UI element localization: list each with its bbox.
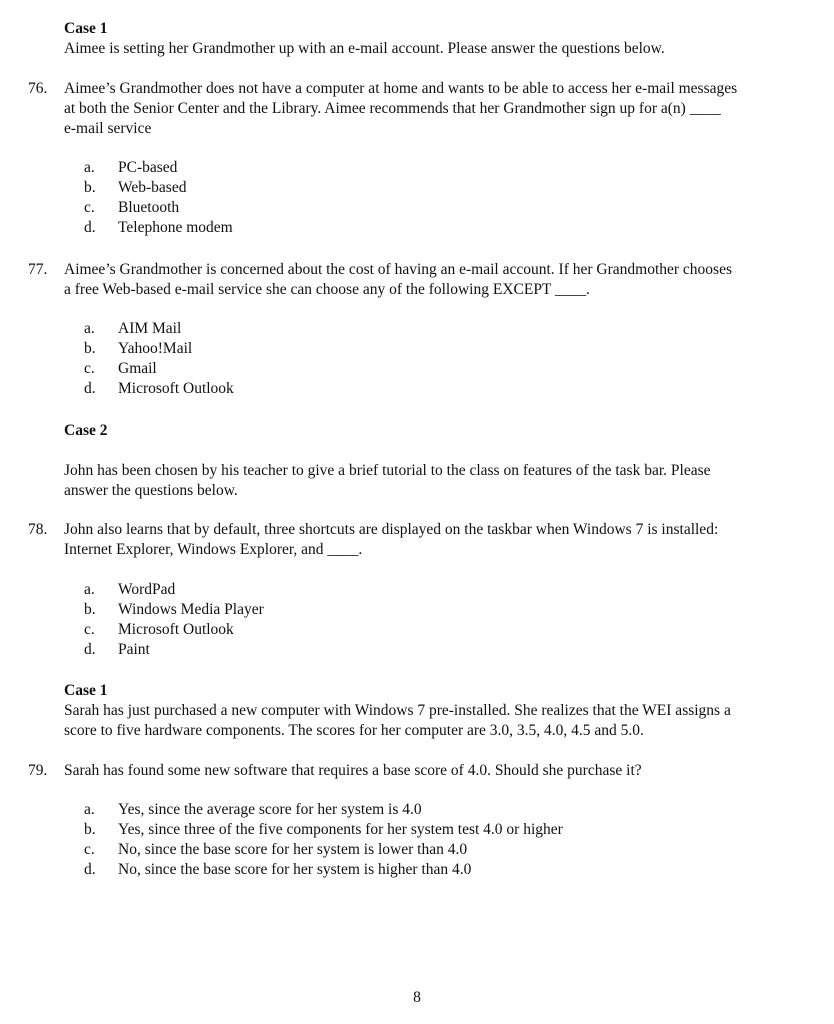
option-c bbox=[84, 359, 784, 379]
case-intro-line: score to five hardware components. The scores for her computer are 3.0, 3.5, 4.0, 4.5 and 5.0. bbox=[64, 722, 644, 739]
option-text: Paint bbox=[118, 641, 150, 658]
option-text: Bluetooth bbox=[118, 199, 180, 216]
option-text: Windows Media Player bbox=[118, 601, 264, 618]
option-text: No, since the base score for her system is higher than 4.0 bbox=[118, 861, 472, 878]
option-c bbox=[84, 840, 784, 860]
question-number: 76. bbox=[28, 80, 48, 97]
question-text bbox=[64, 79, 806, 139]
option-text: Telephone modem bbox=[118, 219, 233, 236]
question-line: e-mail service bbox=[64, 120, 152, 137]
question-79 bbox=[28, 761, 806, 781]
option-text: WordPad bbox=[118, 581, 176, 598]
question-line: Sarah has found some new software that requires a base score of 4.0. Should she purchase it? bbox=[64, 762, 642, 779]
option-letter: d. bbox=[84, 219, 96, 236]
case-intro-line: John has been chosen by his teacher to give a brief tutorial to the class on features of the task bar. Please bbox=[64, 462, 711, 479]
case-2-header bbox=[64, 421, 804, 441]
options-76 bbox=[84, 158, 784, 238]
question-line: John also learns that by default, three shortcuts are displayed on the taskbar when Windows 7 is installed: bbox=[64, 521, 719, 538]
option-text: AIM Mail bbox=[118, 320, 182, 337]
question-text bbox=[64, 260, 806, 300]
option-a bbox=[84, 800, 784, 820]
option-letter: c. bbox=[84, 621, 95, 638]
case-title: Case 2 bbox=[64, 422, 108, 439]
options-79 bbox=[84, 800, 784, 880]
option-letter: c. bbox=[84, 199, 95, 216]
question-number: 79. bbox=[28, 762, 48, 779]
question-line: at both the Senior Center and the Library. Aimee recommends that her Grandmother sign up for a(n) ____ bbox=[64, 100, 721, 117]
case-intro-line: Sarah has just purchased a new computer with Windows 7 pre-installed. She realizes that the WEI assigns a bbox=[64, 702, 731, 719]
case-1-header bbox=[64, 19, 804, 59]
question-number: 77. bbox=[28, 261, 48, 278]
question-line: a free Web-based e-mail service she can choose any of the following EXCEPT ____. bbox=[64, 281, 590, 298]
option-d bbox=[84, 379, 784, 399]
option-letter: a. bbox=[84, 159, 95, 176]
question-text bbox=[64, 520, 806, 560]
option-letter: b. bbox=[84, 821, 96, 838]
option-b bbox=[84, 339, 784, 359]
case-intro: Aimee is setting her Grandmother up with an e-mail account. Please answer the questions below. bbox=[64, 40, 665, 57]
option-d bbox=[84, 860, 784, 880]
question-line: Internet Explorer, Windows Explorer, and ____. bbox=[64, 541, 363, 558]
question-77 bbox=[28, 260, 806, 300]
option-letter: c. bbox=[84, 841, 95, 858]
question-76 bbox=[28, 79, 806, 139]
option-letter: c. bbox=[84, 360, 95, 377]
case-title: Case 1 bbox=[64, 682, 108, 699]
option-text: No, since the base score for her system is lower than 4.0 bbox=[118, 841, 468, 858]
option-text: Gmail bbox=[118, 360, 157, 377]
option-text: Web-based bbox=[118, 179, 187, 196]
question-text bbox=[64, 761, 806, 781]
option-letter: d. bbox=[84, 861, 96, 878]
option-d bbox=[84, 218, 784, 238]
options-78 bbox=[84, 580, 784, 660]
case-2-intro bbox=[64, 461, 804, 501]
option-b bbox=[84, 600, 784, 620]
case-intro-line: answer the questions below. bbox=[64, 482, 238, 499]
option-letter: b. bbox=[84, 601, 96, 618]
option-letter: a. bbox=[84, 320, 95, 337]
option-a bbox=[84, 158, 784, 178]
option-d bbox=[84, 640, 784, 660]
question-number: 78. bbox=[28, 521, 48, 538]
option-letter: d. bbox=[84, 380, 96, 397]
option-letter: a. bbox=[84, 581, 95, 598]
option-b bbox=[84, 178, 784, 198]
option-text: Yes, since the average score for her system is 4.0 bbox=[118, 801, 422, 818]
option-letter: b. bbox=[84, 179, 96, 196]
option-a bbox=[84, 319, 784, 339]
option-a bbox=[84, 580, 784, 600]
question-78 bbox=[28, 520, 806, 560]
option-letter: a. bbox=[84, 801, 95, 818]
option-text: PC-based bbox=[118, 159, 178, 176]
option-text: Yes, since three of the five components for her system test 4.0 or higher bbox=[118, 821, 563, 838]
question-line: Aimee’s Grandmother is concerned about the cost of having an e-mail account. If her Grandmother chooses bbox=[64, 261, 732, 278]
page-number: 8 bbox=[413, 989, 421, 1006]
option-letter: d. bbox=[84, 641, 96, 658]
option-c bbox=[84, 198, 784, 218]
case-3-header bbox=[64, 681, 804, 741]
option-text: Microsoft Outlook bbox=[118, 380, 234, 397]
option-b bbox=[84, 820, 784, 840]
option-text: Yahoo!Mail bbox=[118, 340, 193, 357]
option-c bbox=[84, 620, 784, 640]
options-77 bbox=[84, 319, 784, 399]
case-title: Case 1 bbox=[64, 20, 108, 37]
question-line: Aimee’s Grandmother does not have a computer at home and wants to be able to access her e-mail messages bbox=[64, 80, 738, 97]
option-letter: b. bbox=[84, 340, 96, 357]
option-text: Microsoft Outlook bbox=[118, 621, 234, 638]
